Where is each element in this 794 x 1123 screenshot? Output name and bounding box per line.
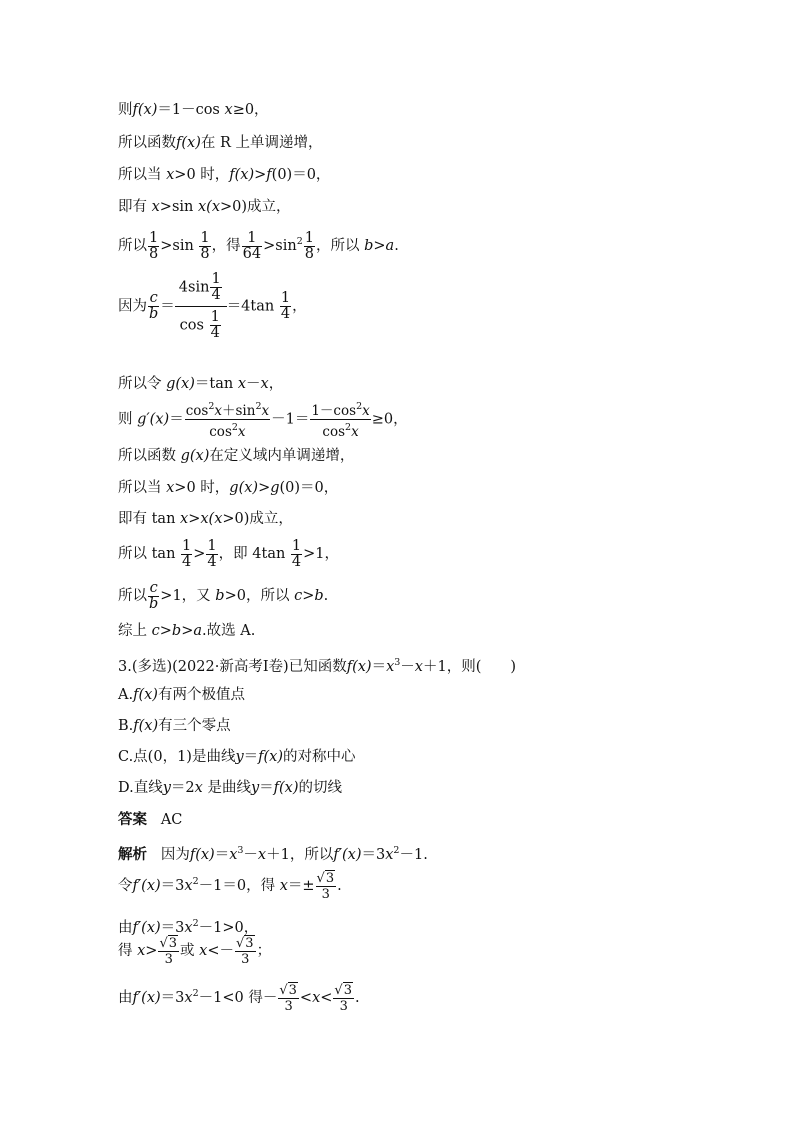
math-var: f′(x)	[333, 847, 362, 863]
denominator: 3	[284, 998, 293, 1014]
fraction	[310, 399, 370, 440]
radicand: 3	[168, 935, 178, 951]
math-var: c	[151, 623, 160, 639]
text: 得	[118, 943, 138, 959]
math-var: x	[312, 990, 321, 1006]
text: ＋1，则( )	[422, 659, 517, 675]
math-var: b	[215, 588, 225, 604]
text: cos	[185, 403, 209, 419]
answer-value: AC	[160, 812, 183, 828]
text: ，	[292, 298, 307, 315]
text: cos	[322, 424, 346, 440]
math-var: x	[214, 403, 222, 419]
line-14	[118, 622, 255, 640]
text: 在定义域内单调递增，	[209, 448, 355, 464]
text: 即有	[118, 199, 147, 215]
math-var: x	[224, 102, 233, 118]
text: －1<0 得－	[198, 990, 278, 1006]
line-5	[118, 226, 399, 262]
fraction	[199, 231, 210, 262]
text: ≥0，	[232, 102, 269, 118]
text: ＝3	[361, 847, 386, 863]
math-var: x	[166, 167, 175, 183]
text: >	[181, 623, 194, 639]
math-var: f′(x)	[132, 990, 161, 1006]
fraction	[235, 936, 256, 967]
text: .	[394, 238, 399, 254]
numerator: 1	[182, 537, 192, 554]
text: ＝tan	[194, 376, 234, 392]
text: 综上	[118, 623, 152, 639]
numerator: c	[149, 290, 158, 306]
text: <－	[207, 943, 234, 959]
numerator: 1	[200, 229, 210, 246]
denominator: 4	[210, 325, 220, 341]
superscript: 2	[255, 401, 262, 412]
line-7: 所以令 g(x)＝tan x－x，	[118, 376, 284, 392]
math-var: b	[314, 588, 324, 604]
text: 因为	[160, 847, 190, 863]
numerator	[158, 936, 179, 952]
numerator: 1	[207, 537, 217, 554]
math-var: f(x)	[132, 102, 158, 118]
math-var: f′(x)	[132, 878, 161, 894]
line-12	[118, 538, 339, 570]
line-4	[118, 198, 291, 216]
text: ＝3	[160, 920, 185, 936]
text: D.直线	[118, 780, 163, 796]
text: 或	[180, 943, 200, 959]
text: 是曲线	[207, 780, 251, 796]
text: 所以当	[118, 167, 162, 183]
math-var: f(x)	[346, 659, 372, 675]
text: 4sin	[178, 279, 210, 296]
denominator: 4	[280, 306, 291, 322]
sqrt-sign: √	[235, 935, 245, 951]
math-var: x	[194, 780, 203, 796]
superscript: 2	[393, 845, 400, 856]
math-var: a	[193, 623, 202, 639]
math-var: f	[266, 167, 272, 183]
superscript: 3	[237, 845, 244, 856]
text: cos	[209, 424, 232, 440]
math-var: x	[229, 847, 238, 863]
math-var: x	[362, 403, 370, 419]
text: >	[159, 623, 172, 639]
big-numerator	[175, 272, 227, 307]
line-21	[118, 842, 428, 864]
fraction	[185, 399, 270, 440]
radicand: 3	[288, 982, 297, 998]
text: ＝	[160, 298, 175, 315]
math-var: x	[184, 878, 193, 894]
line-24	[118, 935, 271, 967]
fraction	[148, 581, 159, 612]
text: －1>0，	[198, 920, 259, 936]
line-23	[118, 915, 258, 937]
text: 所以令	[118, 376, 162, 392]
numerator: 1	[149, 229, 159, 246]
text: 则	[118, 102, 133, 118]
text: .	[323, 588, 329, 604]
denominator	[185, 420, 270, 440]
text: >sin	[263, 238, 297, 254]
sqrt-sign: √	[334, 982, 343, 998]
numerator: 1	[211, 271, 221, 287]
text: ，即 4tan	[218, 546, 290, 562]
text: ＝	[169, 411, 184, 428]
text: B.	[118, 718, 134, 734]
text: >	[258, 480, 271, 496]
text: .	[355, 990, 360, 1006]
denominator: 3	[164, 951, 173, 967]
math-var: f(x)	[133, 718, 159, 734]
denominator: 3	[339, 998, 348, 1014]
math-var: f(x)	[189, 847, 215, 863]
line-3	[118, 166, 330, 184]
math-var: c	[294, 588, 303, 604]
math-var: a	[385, 238, 395, 254]
text: >	[302, 588, 315, 604]
math-var: y	[162, 780, 171, 796]
fraction	[333, 983, 354, 1014]
denominator: 4	[211, 287, 221, 303]
math-var: x	[166, 480, 175, 496]
line-18	[118, 748, 356, 766]
fraction	[210, 272, 221, 303]
text: 则	[118, 411, 133, 428]
text: >sin	[159, 199, 198, 215]
text: ＝3	[160, 878, 185, 894]
text: .故选 A.	[202, 623, 256, 639]
sqrt	[236, 936, 255, 951]
numerator	[310, 399, 370, 420]
text: ＝	[259, 780, 274, 796]
numerator	[235, 936, 256, 952]
math-var: x	[260, 376, 269, 392]
radicand: 3	[325, 870, 335, 886]
math-var: f(x)	[229, 167, 255, 183]
math-var: f′(x)	[132, 920, 161, 936]
denominator: 8	[200, 245, 210, 262]
text: 3.(多选)(2022·新高考Ⅰ卷)已知函数	[118, 659, 347, 675]
line-1	[118, 101, 269, 119]
numerator: 1	[242, 231, 262, 247]
text: 所以	[118, 238, 147, 254]
text: >0)成立，	[220, 199, 291, 215]
line-25	[118, 978, 360, 1014]
fraction	[158, 936, 179, 967]
text: cos	[179, 317, 204, 334]
math-var: g(x)	[166, 376, 195, 392]
fraction	[242, 231, 262, 262]
line-19	[118, 779, 342, 797]
text: 所以函数	[118, 448, 176, 464]
text: 由	[118, 990, 133, 1006]
numerator	[316, 871, 337, 887]
line-6	[118, 272, 307, 341]
math-var: x	[386, 659, 395, 675]
numerator: 1	[304, 229, 314, 246]
math-var: x	[180, 511, 189, 527]
text: 所以	[118, 588, 147, 604]
text: ＝	[371, 659, 387, 675]
text: >0 时，	[174, 480, 230, 496]
text: >	[193, 546, 206, 562]
numerator	[278, 983, 299, 999]
numerator: c	[149, 579, 158, 596]
text: 有两个极值点	[157, 687, 245, 703]
denominator: b	[149, 595, 159, 612]
denominator: 4	[291, 553, 302, 570]
fraction	[148, 291, 159, 322]
denominator: b	[149, 306, 159, 322]
math-var: y	[250, 780, 260, 796]
fraction	[316, 871, 337, 902]
text: 所以当	[118, 480, 162, 496]
math-var: x	[237, 376, 246, 392]
text: 即有 tan	[118, 511, 181, 527]
text: 1－cos	[311, 403, 357, 419]
fraction	[181, 539, 192, 570]
line-15	[118, 654, 516, 676]
text: <	[320, 990, 333, 1006]
text: >0 时，	[174, 167, 230, 183]
text: －1＝0，得	[198, 878, 280, 894]
text: .	[337, 878, 342, 894]
fraction	[210, 310, 221, 341]
line-22	[118, 866, 342, 902]
text: ＝	[243, 749, 259, 765]
text: ＋sin	[221, 403, 256, 419]
math-var: x	[279, 878, 288, 894]
math-var: g(x)	[229, 480, 259, 496]
math-var: f(x)	[273, 780, 299, 796]
math-var: x	[184, 990, 193, 1006]
fraction	[280, 291, 291, 322]
superscript: 2	[231, 422, 238, 433]
big-fraction	[175, 272, 227, 341]
numerator: 1	[280, 290, 291, 306]
text: 的对称中心	[283, 749, 356, 765]
answer-label: 答案	[118, 811, 147, 828]
text: 由	[118, 920, 133, 936]
text: ＝1－cos	[157, 102, 220, 118]
superscript: 2	[192, 918, 199, 929]
math-var: x	[199, 943, 208, 959]
line-20	[118, 811, 182, 829]
math-var: y	[235, 749, 244, 765]
denominator: 4	[182, 553, 192, 570]
superscript: 2	[296, 236, 303, 247]
text: 在 R 上单调递增，	[200, 135, 323, 151]
text: ，所以	[315, 238, 365, 254]
line-10	[118, 479, 338, 497]
denominator: 64	[242, 245, 262, 262]
text: ＝	[214, 847, 230, 863]
math-var: g(x)	[180, 448, 210, 464]
text: 有三个零点	[158, 718, 231, 734]
numerator: 1	[210, 309, 220, 325]
denominator: 3	[321, 886, 330, 902]
text: >	[373, 238, 386, 254]
sqrt	[334, 983, 353, 998]
text: 令	[118, 878, 133, 894]
text: ≥0，	[371, 411, 408, 428]
text: 的切线	[298, 780, 343, 796]
line-8	[118, 399, 408, 440]
line-2	[118, 134, 323, 152]
math-var: x	[351, 424, 359, 440]
sqrt	[279, 983, 298, 998]
denominator: 4	[207, 553, 217, 570]
math-var: g	[270, 480, 280, 496]
numerator	[333, 983, 354, 999]
superscript: 2	[345, 422, 352, 433]
text: >sin	[160, 238, 199, 254]
superscript: 3	[394, 657, 401, 668]
numerator: 1	[291, 537, 302, 554]
text: >0)成立，	[222, 511, 293, 527]
denominator: 8	[149, 245, 159, 262]
sqrt	[317, 871, 336, 886]
text: －1.	[399, 847, 428, 863]
text: <	[299, 990, 313, 1006]
math-var: x	[184, 920, 193, 936]
math-var: f(x)	[258, 749, 284, 765]
fraction	[291, 539, 302, 570]
math-var: x	[151, 199, 160, 215]
text: >	[254, 167, 267, 183]
text: －1＝	[271, 411, 310, 428]
text: ＋1，所以	[266, 847, 334, 863]
text: >0，所以	[224, 588, 295, 604]
math-var: x	[137, 943, 146, 959]
text: 所以 tan	[118, 546, 181, 562]
math-var: f(x)	[133, 687, 158, 703]
fraction	[206, 539, 217, 570]
text: ；	[256, 943, 272, 959]
text: >	[145, 943, 158, 959]
line-9	[118, 447, 354, 465]
superscript: 2	[356, 401, 363, 412]
text: A.	[118, 687, 134, 703]
math-var: x	[237, 424, 246, 440]
text: ＝3	[160, 990, 185, 1006]
superscript: 2	[208, 401, 215, 412]
text: 所以函数	[118, 135, 176, 151]
math-var: b	[364, 238, 374, 254]
math-var: f(x)	[176, 135, 201, 151]
math-var: b	[171, 623, 182, 639]
line-11	[118, 510, 293, 528]
math-var: g′(x)	[137, 411, 170, 428]
fraction	[278, 983, 299, 1014]
text: >	[188, 511, 201, 527]
text: ，得	[211, 238, 241, 254]
denominator: 3	[241, 951, 250, 967]
fraction	[148, 231, 159, 262]
text: ＝4tan	[226, 298, 279, 315]
text: －	[243, 847, 258, 863]
text: －	[400, 659, 415, 675]
math-var: x	[414, 659, 423, 675]
line-16	[118, 686, 245, 704]
sqrt-sign: √	[159, 935, 168, 951]
text: ＝2	[170, 780, 195, 796]
sqrt-sign: √	[316, 870, 325, 886]
radicand: 3	[343, 982, 352, 998]
superscript: 2	[192, 988, 199, 999]
sqrt-sign: √	[279, 982, 288, 998]
text: －	[246, 376, 261, 392]
math-var: x(x	[200, 511, 223, 527]
math-var: x(x	[197, 199, 220, 215]
line-17	[118, 717, 231, 735]
text: ＝±	[287, 878, 315, 894]
text: >1，又	[160, 588, 216, 604]
sqrt	[159, 936, 178, 951]
text: (0)＝0，	[279, 480, 339, 496]
numerator	[185, 399, 270, 420]
line-13	[118, 580, 328, 612]
math-var: x	[257, 847, 267, 863]
analysis-label: 解析	[118, 846, 147, 863]
denominator: 8	[304, 245, 314, 262]
text: >1，	[303, 546, 340, 562]
text: C.点(0，1)是曲线	[118, 749, 236, 765]
text: 因为	[118, 298, 147, 315]
fraction	[304, 231, 315, 262]
superscript: 2	[192, 876, 199, 887]
radicand: 3	[245, 935, 254, 951]
math-var: x	[261, 403, 270, 419]
big-denominator	[175, 307, 227, 341]
denominator	[310, 420, 370, 440]
text: (0)＝0，	[271, 167, 331, 183]
math-var: x	[385, 847, 394, 863]
